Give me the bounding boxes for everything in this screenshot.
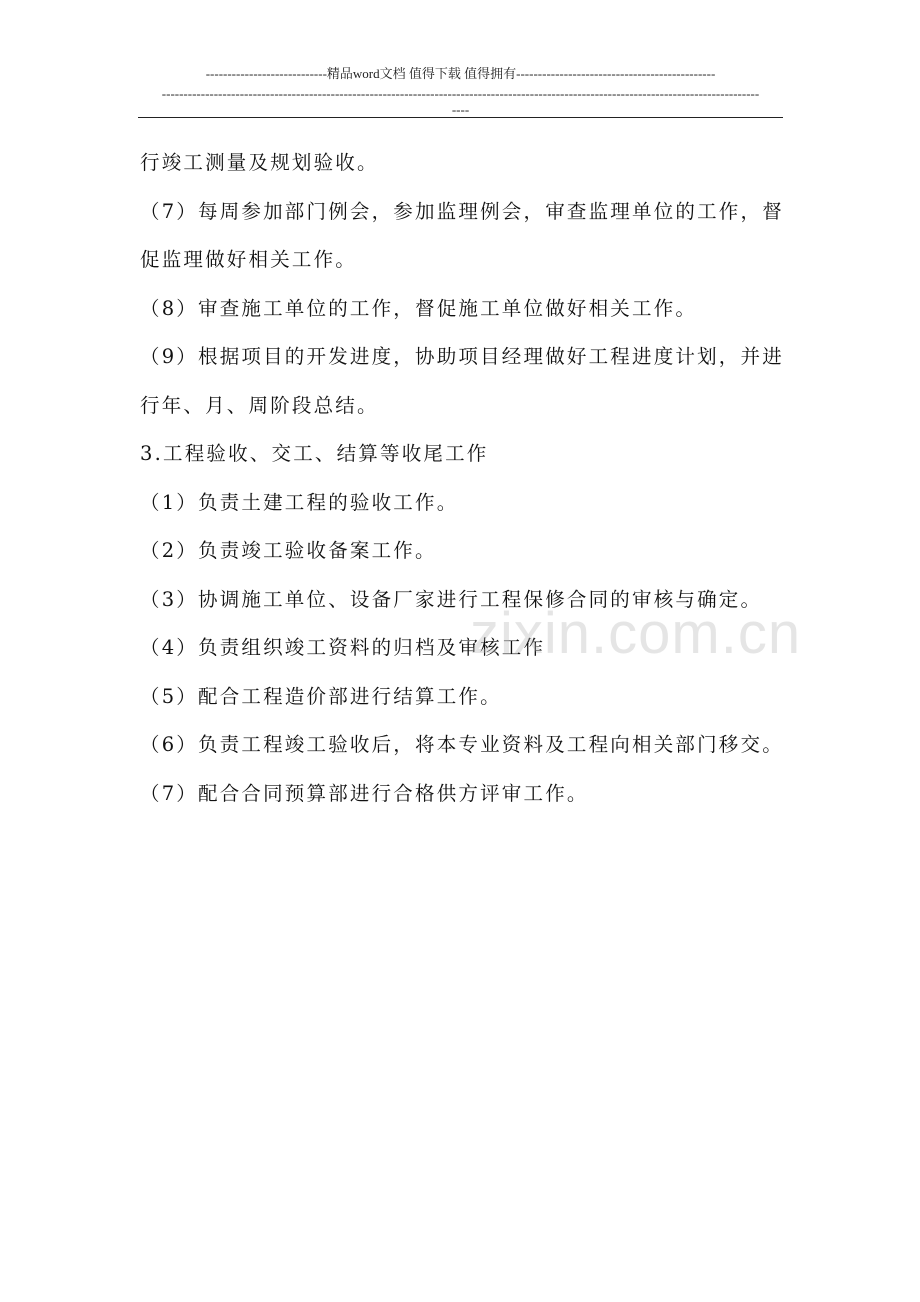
body-line: 行年、月、周阶段总结。 [140,393,379,417]
body-line: 行竣工测量及规划验收。 [140,151,379,174]
header-rule [138,117,783,118]
body-line: （1）负责土建工程的验收工作。 [140,490,459,514]
watermark: zixin.com.cn [470,601,802,666]
body-line: （5）配合工程造价部进行结算工作。 [140,684,502,708]
body-line: （8）审查施工单位的工作，督促施工单位做好相关工作。 [140,296,698,320]
body-line: （4）负责组织竣工资料的归档及审核工作 [140,636,546,659]
page-header [138,64,783,120]
body-line: （7）每周参加部门例会，参加监理例会，审查监理单位的工作，督 [140,199,784,223]
body-line: 促监理做好相关工作。 [140,248,358,271]
body-line: （3）协调施工单位、设备厂家进行工程保修合同的审核与确定。 [140,587,763,611]
header-dash-tail: ---- [451,102,470,117]
body-line: （2）负责竣工验收备案工作。 [140,539,437,562]
body-line: （9）根据项目的开发进度，协助项目经理做好工程进度计划，并进 [140,345,784,368]
header-banner-text: ----------------------------精品word文档 值得下载 值得拥有---------------------------------------------- [205,66,716,81]
section-heading: 3.工程验收、交工、结算等收尾工作 [140,442,489,465]
body-line: （7）配合合同预算部进行合格供方评审工作。 [140,781,589,805]
body-line: （6）负责工程竣工验收后，将本专业资料及工程向相关部门移交。 [140,733,784,756]
document-body [140,139,790,818]
header-dash-line: ------------------------------------------------------------------------------------------------------------------------------------------ [161,86,760,101]
